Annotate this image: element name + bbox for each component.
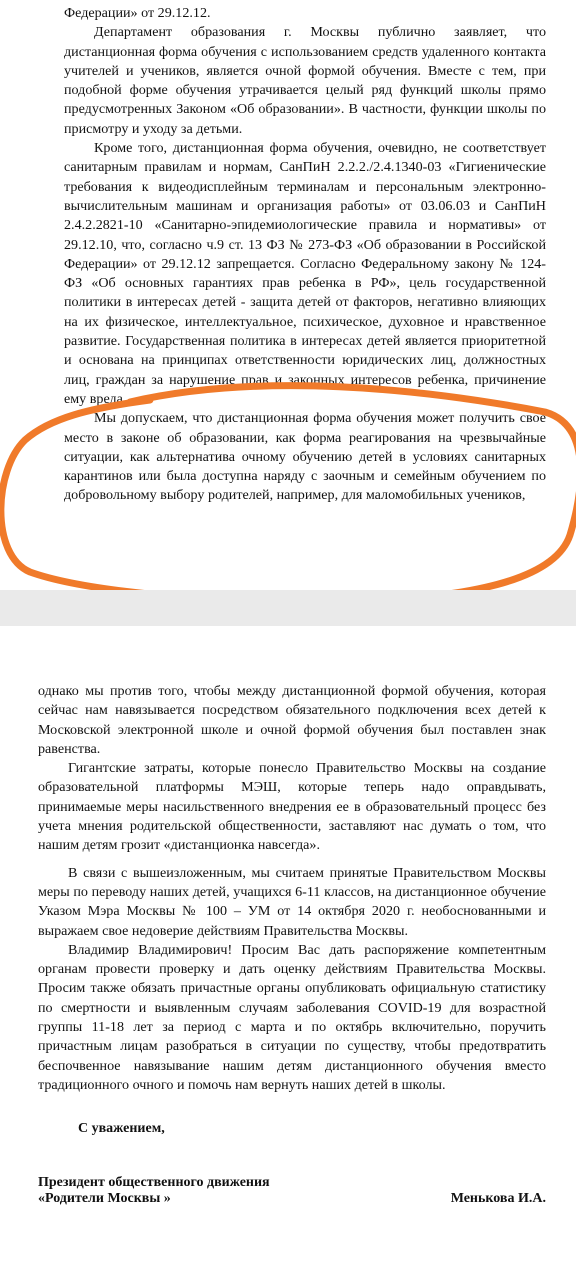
signature-block: [38, 1175, 546, 1207]
paragraph: Владимир Владимирович! Просим Вас дать распоряжение компетентным органам провести проверку и дать оценку действиям Правительства Москвы. Просим также обязать причастные органы опубликовать официальную статистику по смертности и выявленным случаям заболевания COVID-19 для возрастной группы 11-18 лет за период с марта и по октябрь включительно, поручить причастным лицам разобраться в ситуации по существу, чтобы предотвратить беспочвенное навязывание нашим детям дистанционного обучения вместо традиционного очного и помочь нам вернуть наших детей в школы.: [38, 941, 546, 1093]
closing-line: С уважением,: [78, 1121, 165, 1137]
paragraph: Федерации» от 29.12.12.: [64, 5, 211, 21]
paragraph: однако мы против того, чтобы между дистанционной формой обучения, которая сейчас нам навязывается посредством обязательного подключения всех детей к Московской электронной школе и очной формой обучения был поставлен знак равенства.: [38, 683, 546, 757]
page-separator: [0, 590, 576, 626]
paragraph: Департамент образования г. Москвы публично заявляет, что дистанционная форма обучения с использованием средств удаленного контакта учителей и учеников, является очной формой обучения. Вместе с тем, при подобной форме обучения утрачивается целый ряд функций школы прямо предусмотренных Законом «Об образовании». В частности, функции школы по присмотру и уходу за детьми.: [64, 24, 546, 137]
paragraph: В связи с вышеизложенным, мы считаем принятые Правительством Москвы меры по переводу наших детей, учащихся 6-11 классов, на дистанционное обучение Указом Мэра Москвы № 100 – УМ от 14 октября 2020 г. необоснованными и выражаем свое недоверие действиям Правительства Москвы.: [38, 864, 546, 939]
paragraph-highlighted: Мы допускаем, что дистанционная форма обучения может получить свое место в законе об образовании, как форма реагирования на чрезвычайные ситуации, как альтернатива очному обучению детей в условиях санитарных карантинов или была доступна наряду с заочным и семейным обучением по добровольному выбору родителей, например, для маломобильных учеников,: [64, 410, 546, 504]
document-page-2: [0, 626, 576, 1280]
document-page-1: [0, 0, 576, 590]
signature-name: Менькова И.А.: [450, 1191, 546, 1207]
paragraph: Кроме того, дистанционная форма обучения, очевидно, не соответствует санитарным правилам и нормам, СанПиН 2.2.2./2.4.1340-03 «Гигиенические требования к видеодисплейным терминалам и персональным электронно-вычислительным машинам и организация работы» от 03.06.03 и СанПиН 2.4.2.2821-10 «Санитарно-эпидемиологические правила и нормативы» от 29.12.10, что, согласно ч.9 ст. 13 ФЗ № 273-ФЗ «Об образовании в Российской Федерации» от 29.12.12 запрещается. Согласно Федеральному закону № 124-ФЗ «Об основных гарантиях прав ребенка в РФ», цель государственной политики в интересах детей - защита детей от факторов, негативно влияющих на их физическое, интеллектуальное, психическое, духовное и нравственное развитие. Государственная политика в интересах детей является приоритетной и основана на принципах ответственности юридических лиц, должностных лиц, граждан за нарушение прав и законных интересов ребенка, причинение ему вреда.: [64, 140, 546, 407]
signature-title-line2: «Родители Москвы »: [38, 1191, 171, 1207]
paragraph: Гигантские затраты, которые понесло Правительство Москвы на создание образовательной платформы МЭШ, которые теперь надо оправдывать, принимаемые меры насильственного внедрения ее в образовательный процесс без учета мнения родительской общественности, заставляют нас думать о том, что нашим детям грозит «дистанционка навсегда».: [38, 760, 546, 854]
signature-title-line1: Президент общественного движения: [38, 1175, 270, 1191]
